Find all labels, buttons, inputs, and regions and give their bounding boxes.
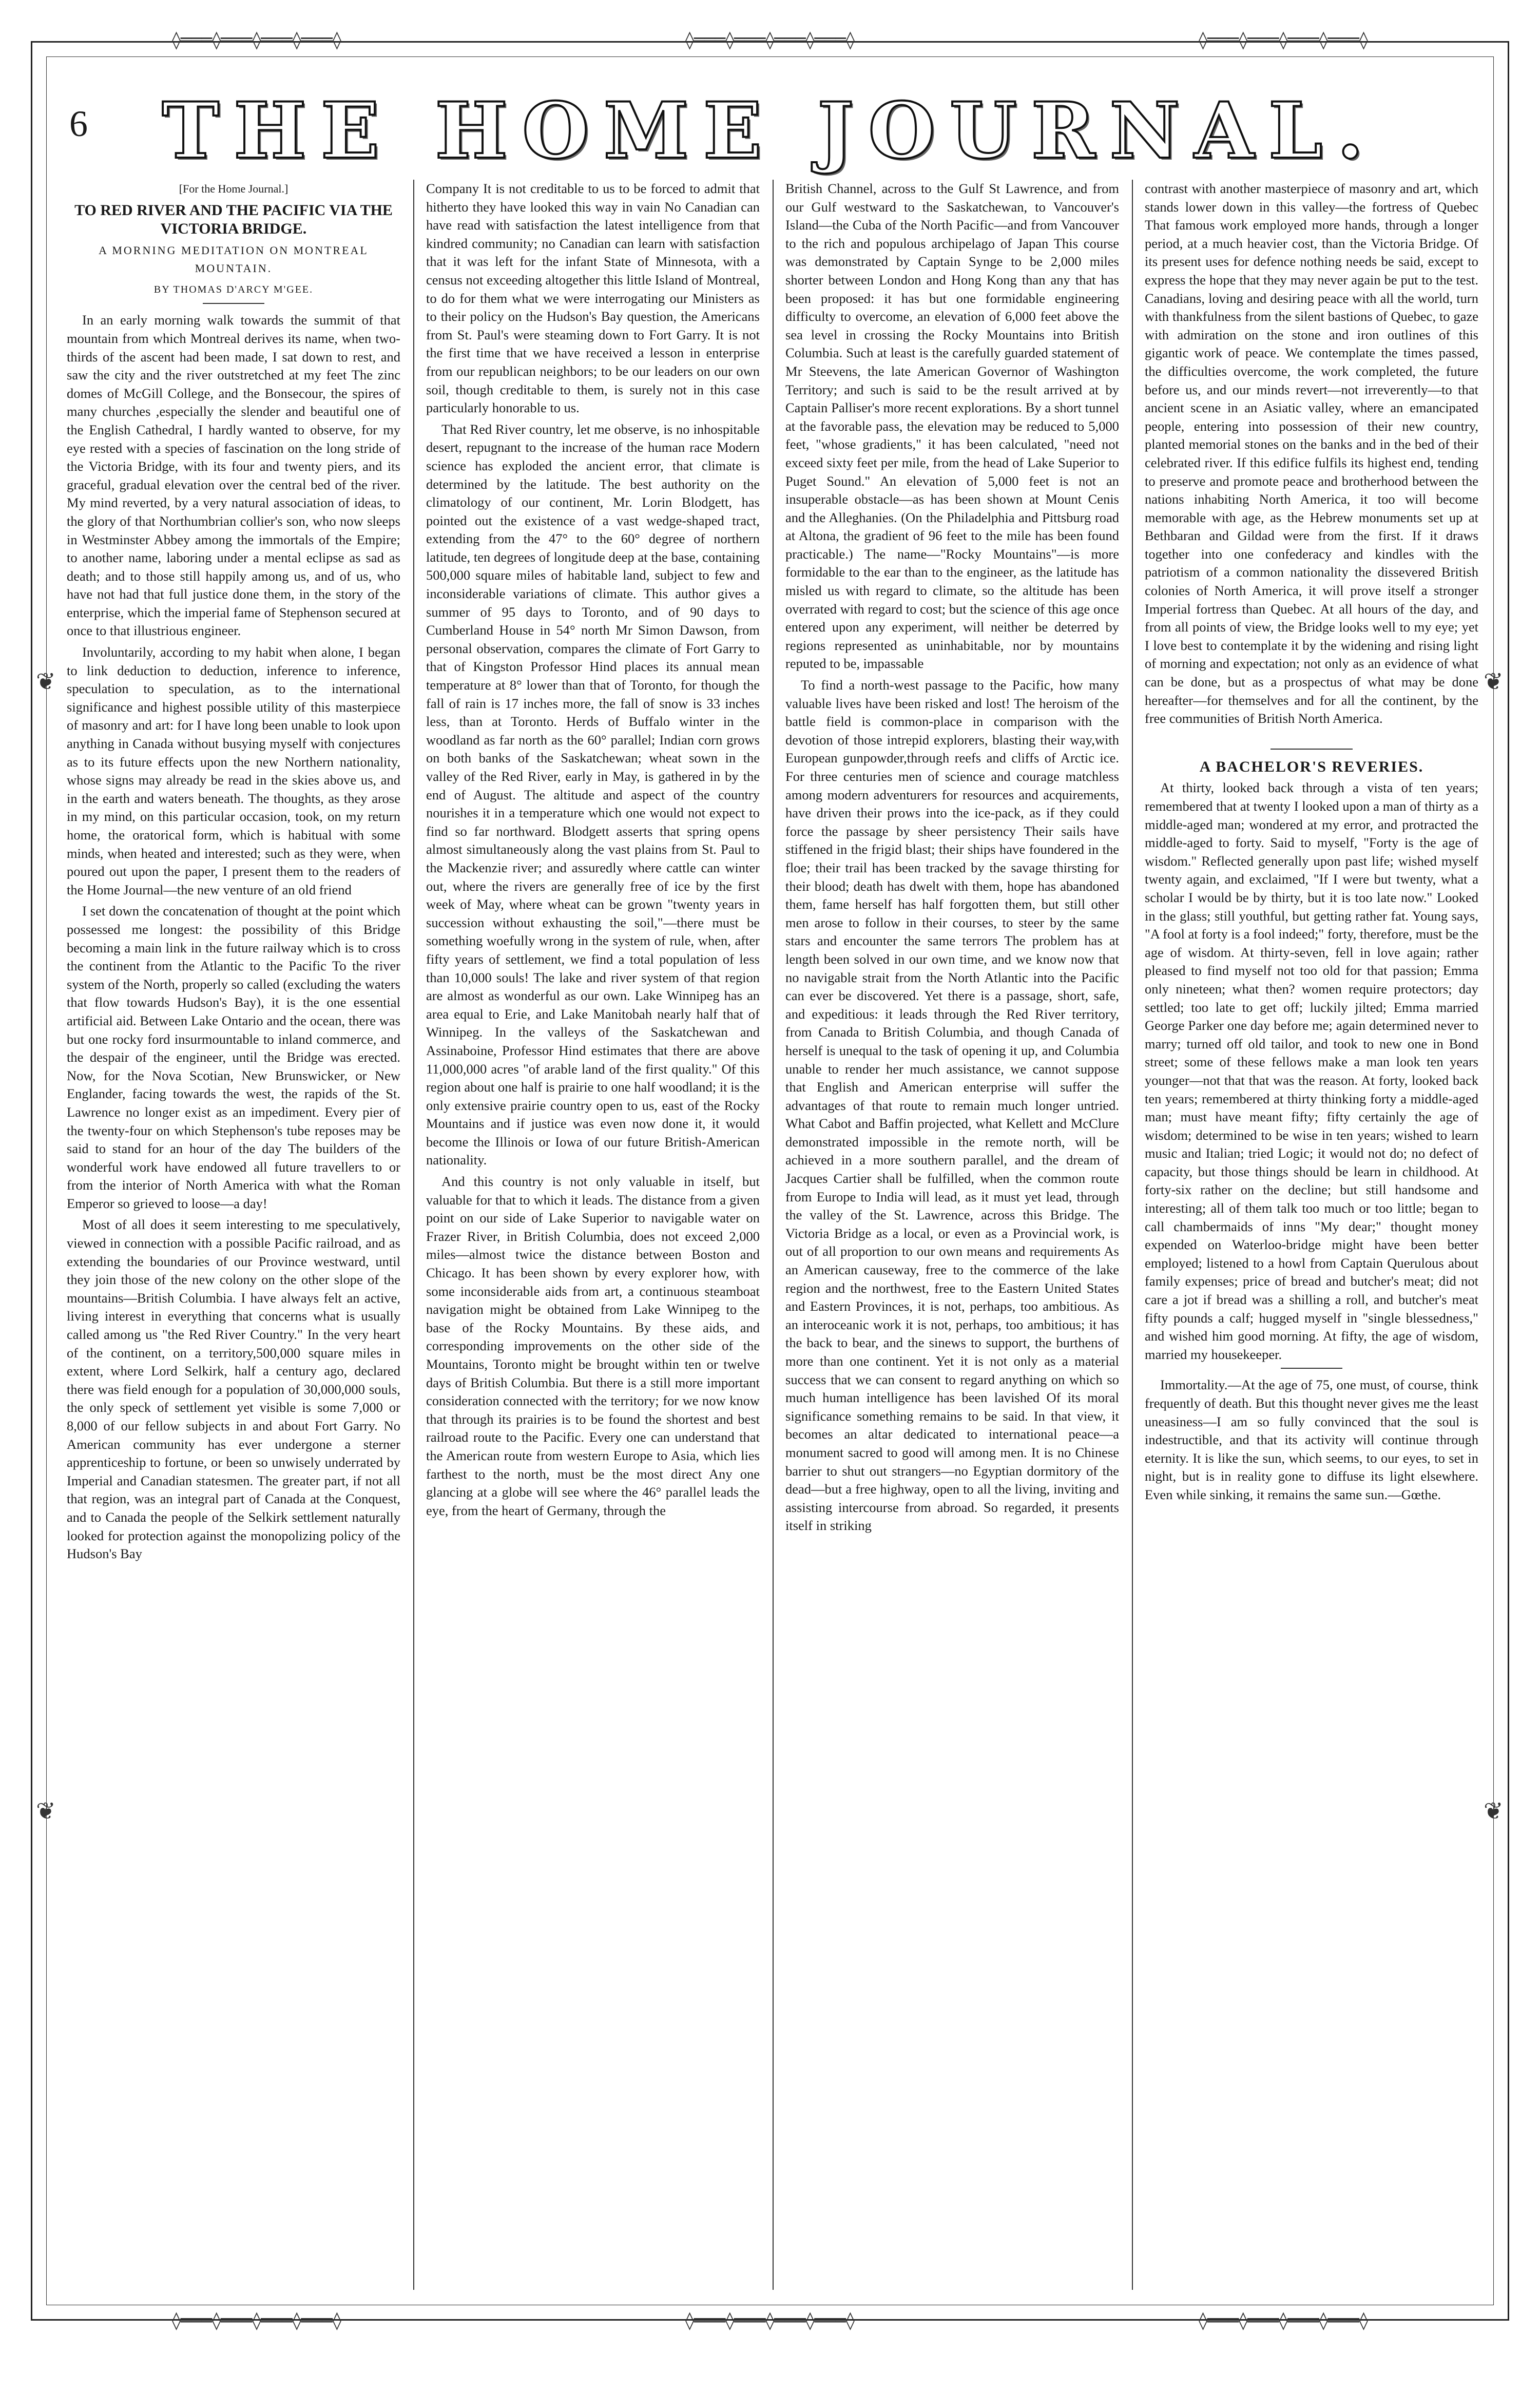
- paragraph: British Channel, across to the Gulf St Lawrence, and from our Gulf westward to the Saskatchewan, to Vancouver's Island—the Cuba of the North Pacific—and from Vancouver to the rich and populous archipelago of Japan This course was demonstrated by Captain Synge to be 2,000 miles shorter between London and Hong Kong than any that has been proposed: it has but one formidable engineering difficulty to overcome, an elevation of 6,000 feet above the sea level in crossing the Rocky Mountains into British Columbia. Such at least is the carefully guarded statement of Mr Steevens, the late American Governor of Washington Territory; and such is said to be the result arrived at by Captain Palliser's more recent explorations. By a short tunnel at the favorable pass, the elevation may be reduced to 5,000 feet, "whose gradients," it has been calculated, "need not exceed sixty feet per mile, from the head of Lake Superior to Puget Sound." An elevation of 5,000 feet is not an insuperable obstacle—as has been shown at Mount Cenis and the Alleghanies. (On the Philadelphia and Pittsburg road at Altona, the gradient of 96 feet to the mile has been found practicable.) The name—"Rocky Mountains"—is more formidable to the ear than to the engineer, as the latitude has misled us with regard to climate, so the altitude has been overrated with regard to cost; but the science of this age once entered upon any experiment, will neither be deterred by regions represented as uninhabitable, nor by mountains reputed to be, impassable: [785, 181, 1119, 672]
- ornament: ◊═══◊═══◊═══◊═══◊: [685, 30, 855, 50]
- bottom-ornament-row: [0, 2310, 1540, 2331]
- paragraph: To find a north-west passage to the Pacific, how many valuable lives have been risked and lost! The heroism of the battle field is common-place in comparison with the devotion of those intrepid explorers, blasting their way,with European gunpowder,through reefs and cliffs of Arctic ice. For three centuries men of science and courage matchless among modern adventurers for resources and acquirements, have driven their prows into the ice-pack, as if they could force the passage by sheer persistency Their sails have stiffened in the frigid blast; their ships have foundered in the floe; their trail has been tracked by the savage thirsting for their blood; death has dwelt with them, hope has abandoned them, fame herself has half forgotten them, but still other men arose to follow in their courses, to steer by the same stars and encounter the same terrors The problem has at length been solved in our own time, and we know now that no navigable strait from the North Atlantic into the Pacific can ever be discovered. Yet there is a passage, short, safe, and expeditious: it leads through the Red River territory, from Canada to British Columbia, and though Canada of herself is unequal to the task of opening it up, and Columbia unable to render her much assistance, we cannot suppose that English and American enterprise will suffer the advantages of that route to remain much longer untried. What Cabot and Baffin projected, what Kellett and McClure demonstrated impossible in the remote north, will be achieved in a more southern parallel, and the dream of Jacques Cartier shall be fulfilled, when the common route from Europe to India will lead, as it must yet lead, through the valley of the St. Lawrence, across this Bridge. The Victoria Bridge as a local, or even as a Provincial work, is out of all proportion to our own means and requirements As an American causeway, free to the commerce of the lake region and the northwest, free to the Eastern United States and Eastern Provinces, it is not, perhaps, too ambitious. As an interoceanic work it is not, perhaps, too ambitious; it has the back to bear, and the sinews to support, the burthens of more than one continent. Yet it is not only as a material success that we can consent to regard anything on which so much human intelligence has been lavished Of its moral significance something remains to be said. In that view, it becomes an altar dedicated to international peace—a monument sacred to good will among men. It is no Chinese barrier to shut out strangers—no Egyptian dormitory of the dead—but a free highway, open to all the living, inviting and assisting intercourse from abroad. So regarded, it presents itself in striking: [785, 677, 1119, 1534]
- ornament: ◊═══◊═══◊═══◊═══◊: [685, 2310, 855, 2331]
- column-rule: [773, 180, 774, 2290]
- paragraph: I set down the concatenation of thought at the point which possessed me longest: the possibility of this Bridge becoming a main link in the future railway which is to cross the continent from the Atlantic to the Pacific To the river system of the North, properly so called (excluding the waters that flow towards Hudson's Bay), it is the one essential artificial aid. Between Lake Ontario and the ocean, there was but one rocky ford insurmountable to inland commerce, and the despair of the engineer, until the Bridge was erected. Now, for the Nova Scotian, New Brunswicker, or New Englander, facing towards the west, the rapids of the St. Lawrence no longer exist as an impediment. Every pier of the twenty-four on which Stephenson's tube reposes may be said to stand for an hour of the day The builders of the wonderful work have endowed all future travellers to or from the interior of North America with what the Roman Emperor so grieved to loose—a day!: [67, 903, 400, 1211]
- column-rule: [413, 180, 414, 2290]
- article-byline: BY THOMAS D'ARCY M'GEE.: [153, 283, 314, 295]
- side-ornament-icon: ❦: [1484, 1797, 1504, 1825]
- page-number: 6: [69, 103, 88, 144]
- masthead: [56, 86, 1484, 176]
- paragraph: And this country is not only valuable in itself, but valuable for that to which it leads. The distance from a given point on our side of Lake Superior to navigable water on Frazer River, in British Columbia, does not exceed 2,000 miles—almost twice the distance between Boston and Chicago. It has been shown by every explorer how, with some inconsiderable aids from art, a continuous steamboat navigation might be obtained from Lake Winnipeg to the base of the Rocky Mountains. By these aids, and corresponding improvements on the other side of the Mountains, Toronto might be brought within ten or twelve days of British Columbia. But there is a still more important consideration connected with the territory; for we now know that through its prairies is to be found the shortest and best railroad route to the Pacific. Every one can understand that the American route from western Europe to Asia, which lies farthest to the north, must be the most direct Any one glancing at a globe will see where the 46° parallel leads the eye, from the heart of Germany, through the: [426, 1174, 760, 1518]
- side-ornament-icon: ❦: [36, 1797, 56, 1825]
- ornament: ◊═══◊═══◊═══◊═══◊: [172, 30, 341, 50]
- top-ornament-row: [0, 30, 1540, 50]
- column-rule: [1132, 180, 1133, 2290]
- article-subtitle: A MORNING MEDITATION ON MONTREAL MOUNTAIN.: [99, 243, 369, 275]
- article-title: A BACHELOR'S REVERIES.: [1199, 758, 1424, 775]
- column-1: [67, 180, 400, 2290]
- paragraph: That Red River country, let me observe, is no inhospitable desert, repugnant to the increase of the human race Modern science has exploded the ancient error, that climate is determined by the latitude. The best authority on the climatology of our continent, Mr. Lorin Blodgett, has pointed out the existence of a vast wedge-shaped tract, extending from the 47° to the 60° degree of northern latitude, ten degrees of longitude deep at the base, containing 500,000 square miles of habitable land, subject to few and inconsiderable variations of climate. This author gives a summer of 95 days to Toronto, and of 90 days to Cumberland House in 54° north Mr Simon Dawson, from personal observation, compares the climate of Fort Garry to that of Kingston Professor Hind places its annual mean temperature at 8° lower than that of Toronto, for though the fall of rain is 17 inches more, the fall of snow is 33 inches less, than at Toronto. Herds of Buffalo winter in the woodland as far north as the 60° parallel; Indian corn grows on both banks of the Saskatchewan; wheat sown in the valley of the Red River, early in May, is gathered in by the end of August. The altitude and aspect of the country nourishes it in a temperature which one would not expect to find so far northward. Blodgett asserts that spring opens almost simultaneously along the vast plains from St. Paul to the Mackenzie river; and assuredly where cattle can winter out, where the rivers are generally free of ice by the first week of May, where wheat can be grown "twenty years in succession without exhausting the soil,"—there must be something woefully wrong in the system of rule, when, after fifty years of settlement, we find a total population of less than 10,000 souls! The lake and river system of that region are almost as wonderful as our own. Lake Winnipeg has an area equal to Erie, and Lake Manitobah nearly half that of Winnipeg. In the valleys of the Saskatchewan and Assinaboine, Professor Hind estimates that there are above 11,000,000 acres "of arable land of the first quality." Of this region about one half is prairie to one half woodland; it is the only extensive prairie country open to us, east of the Rocky Mountains and if justice was even now done it, it would become the Illinois or Iowa of our future British-American nationality.: [426, 421, 760, 1168]
- paragraph: contrast with another masterpiece of masonry and art, which stands lower down in this valley—the fortress of Quebec That famous work employed more hands, through a longer period, at a much heavier cost, than the Victoria Bridge. Of its present uses for defence nothing needs be said, except to express the hope that they may never again be put to the test. Canadians, loving and desiring peace with all the world, turn with thankfulness from the silent bastions of Quebec, to gaze with admiration on the stone and iron outlines of this gigantic work of peace. We contemplate the times passed, the difficulties overcome, the work completed, the future before us, and our minds revert—not irreverently—to that ancient scene in an Asiatic valley, where an emancipated people, entering into possession of their new country, planted memorial stones on the banks and in the bed of their celebrated river. If this edifice fulfils its highest end, tending to preserve and promote peace and brotherhood between the nations inhabiting North America, it too will become memorable with age, as the Hebrew monuments set up at Bethbaran and Gildad were from the first. If it draws together into one confederacy and kindles with the patriotism of a common nationality the dissevered British colonies of North America, it will prove itself a stronger Imperial fortress than Quebec. At all hours of the day, and from all points of view, the Bridge looks well to my eye; yet I love best to contemplate it by the widening and rising light of morning and expectation; not only as an evidence of what can be done, but as a prospectus of what may be done hereafter—for themselves and for all the continent, by the free communities of British North America.: [1145, 181, 1478, 726]
- paragraph: Most of all does it seem interesting to me speculatively, viewed in connection with a possible Pacific railroad, and as extending the boundaries of our Province westward, until they join those of the new colony on the other slope of the mountains—British Columbia. I have always felt an active, living interest in everything that concerns what is usually called among us "the Red River Country." In the very heart of the continent, on a territory,500,000 square miles in extent, where Lord Selkirk, half a century ago, declared there was field enough for a population of 30,000,000 souls, the only speck of settlement yet visible is some 7,000 or 8,000 of our fellow subjects in and about Fort Garry. No American community has ever undergone a sterner apprenticeship to fortune, or been so unwisely underrated by Imperial and Canadian statesmen. The greater part, if not all that region, was an integral part of Canada at the Conquest, and to Canada the people of the Selkirk settlement naturally looked for protection against the monopolizing policy of the Hudson's Bay: [67, 1217, 400, 1562]
- article-title: TO RED RIVER AND THE PACIFIC VIA THE VICTORIA BRIDGE.: [74, 201, 393, 237]
- ornament: ◊═══◊═══◊═══◊═══◊: [1199, 30, 1368, 50]
- paragraph: Company It is not creditable to us to be forced to admit that hitherto they have looked this way in vain No Canadian can have read with satisfaction the latest intelligence from that kindred community; no Canadian can learn with satisfaction that it was left for the infant State of Minnesota, with a census not exceeding altogether this little Island of Montreal, to do for them what we were interrogating our Ministers as to their policy on the Hudson's Bay question, the Americans from St. Paul's were steaming down to Fort Garry. It is not the first time that we have received a lesson in enterprise from our republican neighbors; to be our leaders on our own soil, though creditable to them, is surely not in this case particularly honorable to us.: [426, 181, 760, 416]
- article-source: [For the Home Journal.]: [179, 182, 288, 195]
- paragraph: Involuntarily, according to my habit when alone, I began to link deduction to deduction, inference to inference, speculation to speculation, as to the international significance and highest possible utility of this masterpiece of masonry and art: for I have long been unable to look upon anything in Canada without busying myself with conjectures as to its future effects upon the new Northern nationality, whose signs may already be read in the skies above us, and in the earth and waters beneath. The thoughts, as they arose in my mind, on this particular occasion, took, on my return home, the oratorical form, which is habitual with some minds, when heated and interested; such as they were, when poured out upon the paper, I present them to the readers of the Home Journal—the new venture of an old friend: [67, 644, 400, 897]
- ornament: ◊═══◊═══◊═══◊═══◊: [172, 2310, 341, 2331]
- side-ornament-icon: ❦: [1484, 667, 1504, 695]
- column-3: [785, 180, 1119, 2290]
- side-ornament-icon: ❦: [36, 667, 56, 695]
- article-columns: [67, 180, 1484, 2290]
- divider: [203, 303, 264, 304]
- ornament: ◊═══◊═══◊═══◊═══◊: [1199, 2310, 1368, 2331]
- section-divider: [1270, 749, 1353, 750]
- paragraph: Immortality.—At the age of 75, one must, of course, think frequently of death. But this thought never gives me the least uneasiness—I am so fully convinced that the soul is indestructible, and that its activity will continue through eternity. It is like the sun, which seems, to our eyes, to set in night, but is in reality gone to diffuse its light elsewhere. Even while sinking, it remains the same sun.—Gœthe.: [1145, 1377, 1478, 1502]
- column-2: [426, 180, 760, 2290]
- column-4: [1145, 180, 1478, 2290]
- masthead-title: THE HOME JOURNAL.: [162, 86, 1378, 176]
- paragraph: In an early morning walk towards the summit of that mountain from which Montreal derives its name, when two-thirds of the ascent had been made, I sat down to rest, and saw the city and the river outstretched at my feet The zinc domes of McGill College, and the Bonsecour, the spires of many churches ,especially the slender and beautiful one of the English Cathedral, I hardly wanted to observe, for my eye rested with a species of fascination on the long stride of the Victoria Bridge, with its four and twenty piers, and its graceful, gradual elevation over the central bed of the river. My mind reverted, by a very natural association of ideas, to the glory of that Northumbrian collier's son, who now sleeps in Westminster Abbey among the immortals of the Empire; to another name, laboring under a mental eclipse as sad as death; and to those still happily among us, and of us, who have not had that full justice done them, in the story of the enterprise, which the imperial fame of Stephenson secured at once to that illustrious engineer.: [67, 312, 400, 639]
- paragraph: At thirty, looked back through a vista of ten years; remembered that at twenty I looked upon a man of thirty as a middle-aged man; wondered at my error, and protracted the middle-aged to forty. Said to myself, "Forty is the age of wisdom." Reflected generally upon past life; wished myself twenty again, and exclaimed, "If I were but twenty, what a scholar I would be by thirty, but it is too late now." Looked in the glass; still youthful, but getting rather fat. Young says, "A fool at forty is a fool indeed;" forty, therefore, must be the age of wisdom. At thirty-seven, fell in love again; rather pleased to find myself not too old for that passion; Emma only nineteen; what then? women require protectors; day settled; too late to get off; luckily jilted; Emma married George Parker one day before me; again determined never to marry; turned off old tailor, and took to new one in Bond street; some of these fellows make a man look ten years younger—not that that was the reason. At forty, looked back ten years; remembered at thirty thinking forty a middle-aged man; must have meant fifty; fifty certainly the age of wisdom; determined to be wise in ten years; wished to learn music and Italian; tried Logic; it would not do; no defect of capacity, but those things should be learn in childhood. At forty-six rather on the decline; but still handsome and interesting; all of them talk too much or too little; began to call chambermaids of inns "My dear;" thought money expended on Waterloo-bridge might have been better employed; listened to a howl from Captain Querulous about family expenses; price of bread and butcher's meat; did not care a jot if bread was a shilling a roll, and butcher's meat fifty pounds a calf; hugged myself in "single blessedness," and wished him good morning. At fifty, the age of wisdom, married my housekeeper.: [1145, 780, 1478, 1362]
- divider: [1281, 1368, 1342, 1369]
